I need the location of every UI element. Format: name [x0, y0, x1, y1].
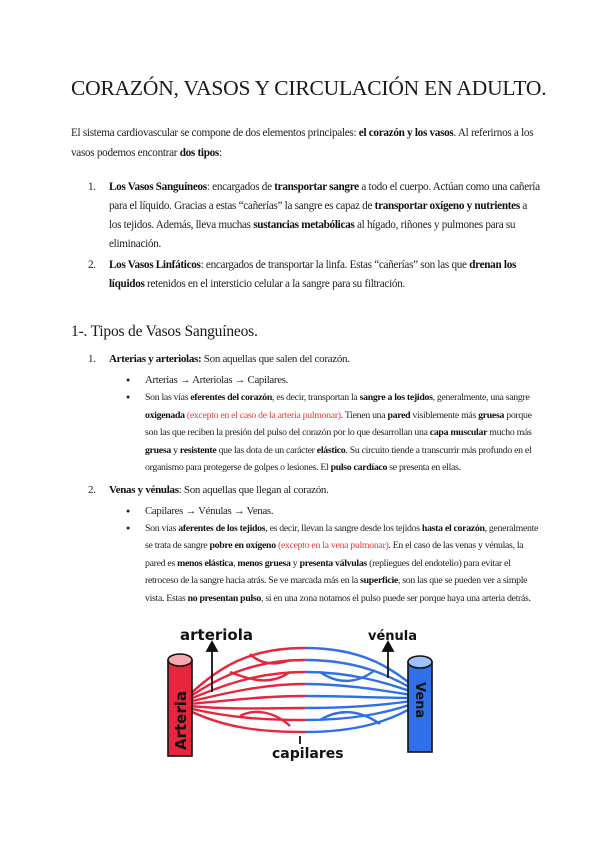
vein-vessel: [408, 656, 432, 752]
term: Los Vasos Sanguíneos: [109, 181, 207, 193]
text: Son aquellas que salen del corazón.: [201, 353, 350, 365]
capillary-diagram: [160, 626, 450, 762]
text: : encargados de: [206, 181, 275, 193]
term: eferentes del corazón: [190, 392, 273, 403]
term: drenan los líquidos: [109, 259, 517, 290]
term: oxigenada: [145, 409, 185, 421]
capillary-line: [305, 696, 418, 698]
text: retenidos en el intersticio celular a la sangre para su filtración.: [144, 278, 405, 290]
venas-bullets: [109, 502, 543, 608]
intro-bold: dos tipos: [179, 146, 219, 159]
list-item-vasos-linfaticos: [88, 256, 540, 294]
capilares-label: capilares: [272, 746, 344, 762]
term: transportar oxígeno y nutrientes: [374, 200, 520, 212]
arterias-bullets: [109, 371, 543, 477]
text: . Tienen una: [340, 409, 388, 421]
term: presenta válvulas: [299, 557, 367, 569]
text: . Su circuito tiende a transcurrir más profundo en el organismo para protegerse de golpes o lesiones. El: [145, 444, 532, 473]
term: sustancias metabólicas: [253, 219, 355, 231]
arterial-capillaries: [188, 648, 305, 732]
blood-vessel-types-list: [88, 350, 543, 611]
text: , generalmente, una sangre: [432, 392, 530, 403]
text: visiblemente más: [410, 409, 479, 421]
term: sangre a los tejidos: [359, 392, 433, 403]
intro-text: El sistema cardiovascular se compone de dos elementos principales:: [71, 127, 359, 139]
artery-vessel: [168, 654, 192, 756]
intro-bold: el corazón y los vasos: [358, 127, 454, 139]
term: aferentes de los tejidos: [178, 522, 266, 534]
term: resistente: [179, 444, 217, 456]
venous-capillaries: [305, 648, 418, 732]
intro-text: . Al referirnos a los vasos podemos encontrar: [71, 127, 534, 159]
text: se presenta en ellas.: [387, 462, 461, 473]
text: , es decir, transportan la: [272, 392, 360, 403]
text: mucho más: [487, 427, 532, 438]
capillary-line: [188, 706, 305, 709]
artery-top: [168, 654, 192, 666]
list-number: 2.: [88, 483, 96, 496]
term: hasta el corazón: [421, 522, 485, 534]
text: porque son las que reciben la presión del pulso del corazón por lo que desarrollan una: [145, 409, 532, 438]
term: menos elástica: [177, 557, 234, 569]
text: al hígado, riñones y pulmones para su eliminación.: [109, 219, 516, 250]
text: a todo el cuerpo. Actúan como una cañería para el líquido. Gracias a estas “cañerías” la sangre es capaz de: [109, 181, 540, 212]
arteriola-label: arteriola: [180, 626, 253, 644]
term: superficie: [360, 575, 398, 586]
text: (repliegues del endotelio) para evitar el retroceso de la sangre hacia atrás. Se ve marcada más en la: [145, 557, 511, 586]
term: Los Vasos Linfáticos: [109, 259, 201, 271]
term: no presentan pulso: [187, 592, 262, 604]
list-number: 2.: [88, 259, 96, 271]
text: Son vías: [145, 522, 179, 534]
text: , si en una zona notamos el pulso puede ser porque haya una arteria detrás.: [261, 592, 531, 604]
text: : encargados de transportar la linfa. Estas “cañerías” son las que: [200, 259, 470, 271]
bullet-item: ● Capilares → Vénulas → Venas.: [109, 502, 543, 520]
term: gruesa: [145, 444, 171, 456]
vessel-types-list: [88, 178, 540, 296]
term: pulso cardíaco: [330, 462, 388, 473]
term: pobre en oxígeno: [209, 540, 276, 551]
capillary-line: [305, 702, 418, 720]
page-title: CORAZÓN, VASOS Y CIRCULACIÓN EN ADULTO.: [71, 76, 547, 100]
list-item-arterias: [88, 350, 543, 477]
capillary-line: [305, 684, 418, 696]
bullet-item: [109, 389, 543, 477]
red-note: (excepto en el caso de la arteria pulmonar): [184, 409, 341, 421]
vein-label: Vena: [412, 682, 427, 719]
term: pared: [387, 409, 411, 421]
bullet-item: [109, 520, 543, 608]
term: menos gruesa: [237, 557, 291, 569]
list-number: 1.: [88, 353, 96, 365]
text: que las dota de un carácter: [216, 444, 317, 456]
text: a los tejidos. Además, lleva muchas: [109, 200, 528, 231]
text: : Son aquellas que llegan al corazón.: [178, 483, 329, 496]
section-title: 1-. Tipos de Vasos Sanguíneos.: [71, 323, 258, 340]
text: y: [290, 557, 300, 569]
text: Son las vías: [145, 392, 191, 403]
text: , es decir, llevan la sangre desde los tejidos: [265, 522, 422, 534]
red-note: (excepto en la vena pulmonar): [275, 540, 389, 551]
text: , son las que se pueden ver a simple vista. Estas: [145, 575, 528, 604]
list-item-venas: [88, 481, 543, 608]
term: elástico: [316, 444, 346, 456]
intro-text: :: [218, 146, 222, 159]
text: , generalmente se trata de sangre: [145, 522, 539, 551]
term: capa muscular: [429, 427, 488, 438]
term: gruesa: [478, 409, 505, 421]
term: Venas y vénulas: [109, 483, 179, 496]
term: transportar sangre: [274, 181, 359, 193]
artery-label: Arteria: [172, 690, 190, 750]
list-number: 1.: [88, 181, 96, 193]
intro-paragraph: [71, 124, 541, 163]
text: . En el caso de las venas y vénulas, la pared es: [145, 540, 524, 569]
text: y: [170, 444, 180, 456]
text: ,: [233, 557, 238, 569]
bullet-item: ● Arterias → Arteriolas → Capilares.: [109, 371, 543, 389]
list-item-vasos-sanguineos: [88, 178, 540, 254]
vein-top: [408, 656, 432, 668]
venula-label: vénula: [368, 629, 418, 644]
term: Arterias y arteriolas:: [109, 353, 202, 365]
